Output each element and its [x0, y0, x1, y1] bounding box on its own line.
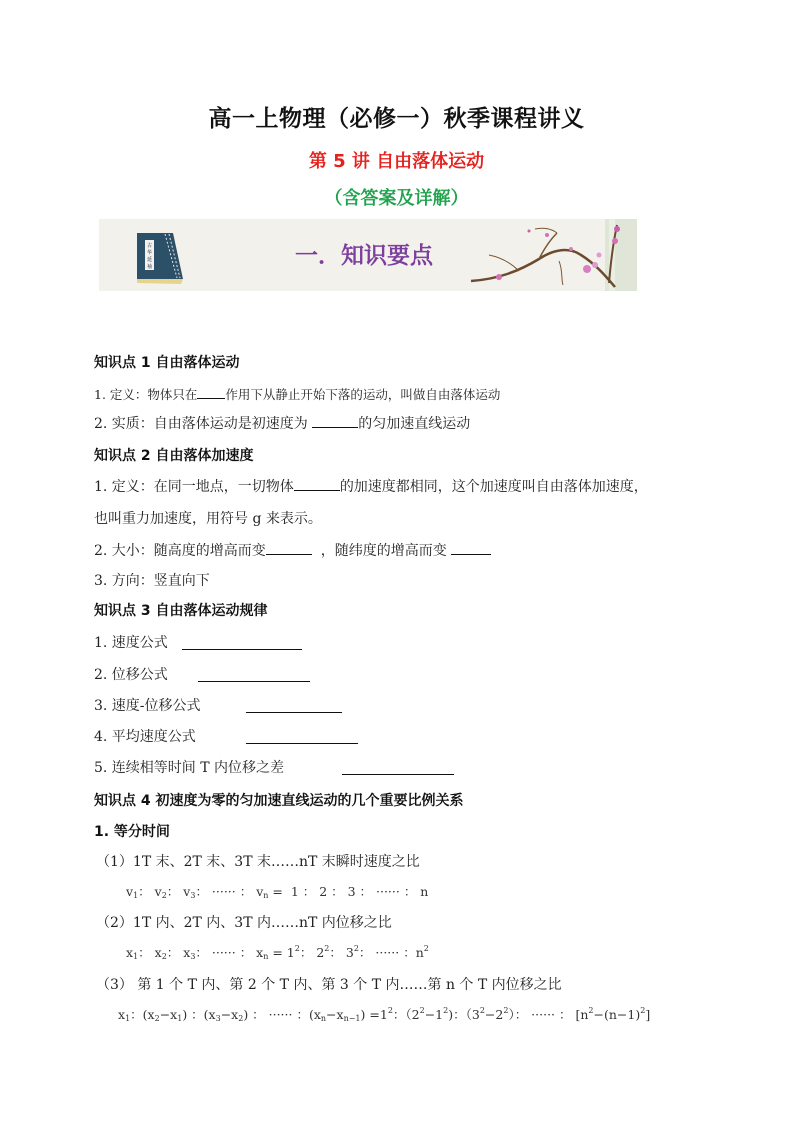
plum-blossom-icon	[459, 219, 637, 291]
k1-item-1: 1. 定义：物体只在 作用下从静止开始下落的运动，叫做自由落体运动	[94, 384, 500, 403]
fill-blank[interactable]	[198, 667, 310, 682]
svg-text:袖: 袖	[146, 264, 153, 270]
k2-item-2: 2. 大小：随高度的增高而变 ，随纬度的增高而变	[94, 540, 491, 560]
k2-item-1: 1. 定义：在同一地点，一切物体 的加速度都相同，这个加速度叫自由落体加速度，	[94, 476, 648, 496]
fill-blank[interactable]	[182, 635, 302, 650]
lecture-title: 第 5 讲 自由落体运动	[308, 151, 485, 172]
banner-title: 一．知识要点	[295, 243, 433, 269]
k4-case-3-title: （3） 第 1 个 T 内、第 2 个 T 内、第 3 个 T 内……第 n 个 T 内位移之比	[96, 977, 562, 993]
fill-blank[interactable]	[312, 413, 358, 428]
k4-case-2-title: （2）1T 内、2T 内、3T 内……nT 内位移之比	[96, 915, 392, 931]
section-banner	[99, 219, 637, 291]
k4-case-2-formula: $x_1$： $x_2$： $x_3$： ······ ： $x_n = 1^2$： $2^2$： $3^2$： ······ ：$n^2$	[126, 944, 429, 961]
k4-sub-equal-time: 1. 等分时间	[94, 824, 170, 840]
document-title: 高一上物理（必修一）秋季课程讲义	[208, 106, 585, 132]
k2-item-1-continuation: 也叫重力加速度，用符号 g 来表示。	[94, 511, 322, 527]
answer-note: （含答案及详解）	[324, 188, 469, 209]
k3-item-5: 5. 连续相等时间 T 内位移之差	[94, 760, 285, 776]
svg-text:华: 华	[146, 250, 153, 256]
k1-item-2: 2. 实质：自由落体运动是初速度为 的匀加速直线运动	[94, 413, 470, 433]
fill-blank[interactable]	[266, 540, 312, 555]
fill-blank[interactable]	[246, 698, 342, 713]
k3-item-2: 2. 位移公式	[94, 667, 168, 683]
k4-case-1-title: （1）1T 末、2T 末、3T 末……nT 末瞬时速度之比	[96, 854, 420, 870]
k2-item-3: 3. 方向：竖直向下	[94, 573, 210, 589]
k4-heading: 知识点 4 初速度为零的匀加速直线运动的几个重要比例关系	[94, 793, 464, 809]
k4-case-3-formula: $x_1$：$(x_2-x_1)$ ：$(x_3-x_2)$ ： ······ ：$(x_n-x_{n-1}) =1^2$：$(2^2-1^2)$：$(3^2-2^2)$： ······ ： $[n^2-(n-1)^2]$	[118, 1006, 651, 1023]
k3-item-3: 3. 速度-位移公式	[94, 698, 201, 714]
svg-text:古: 古	[146, 243, 153, 249]
k1-heading: 知识点 1 自由落体运动	[94, 355, 240, 371]
k3-heading: 知识点 3 自由落体运动规律	[94, 603, 268, 619]
k3-item-1: 1. 速度公式	[94, 635, 168, 651]
k4-case-1-formula: $v_1$： $v_2$： $v_3$： ······ ： $v_n = 1$ ： 2 ： 3 ： ······ ： n	[126, 884, 429, 900]
fill-blank[interactable]	[197, 384, 225, 399]
svg-text:延: 延	[146, 257, 153, 263]
k2-heading: 知识点 2 自由落体加速度	[94, 448, 254, 464]
fill-blank[interactable]	[342, 760, 454, 775]
book-icon	[135, 231, 185, 285]
fill-blank[interactable]	[246, 729, 358, 744]
k3-item-4: 4. 平均速度公式	[94, 729, 196, 745]
fill-blank[interactable]	[294, 476, 340, 491]
fill-blank[interactable]	[451, 540, 491, 555]
